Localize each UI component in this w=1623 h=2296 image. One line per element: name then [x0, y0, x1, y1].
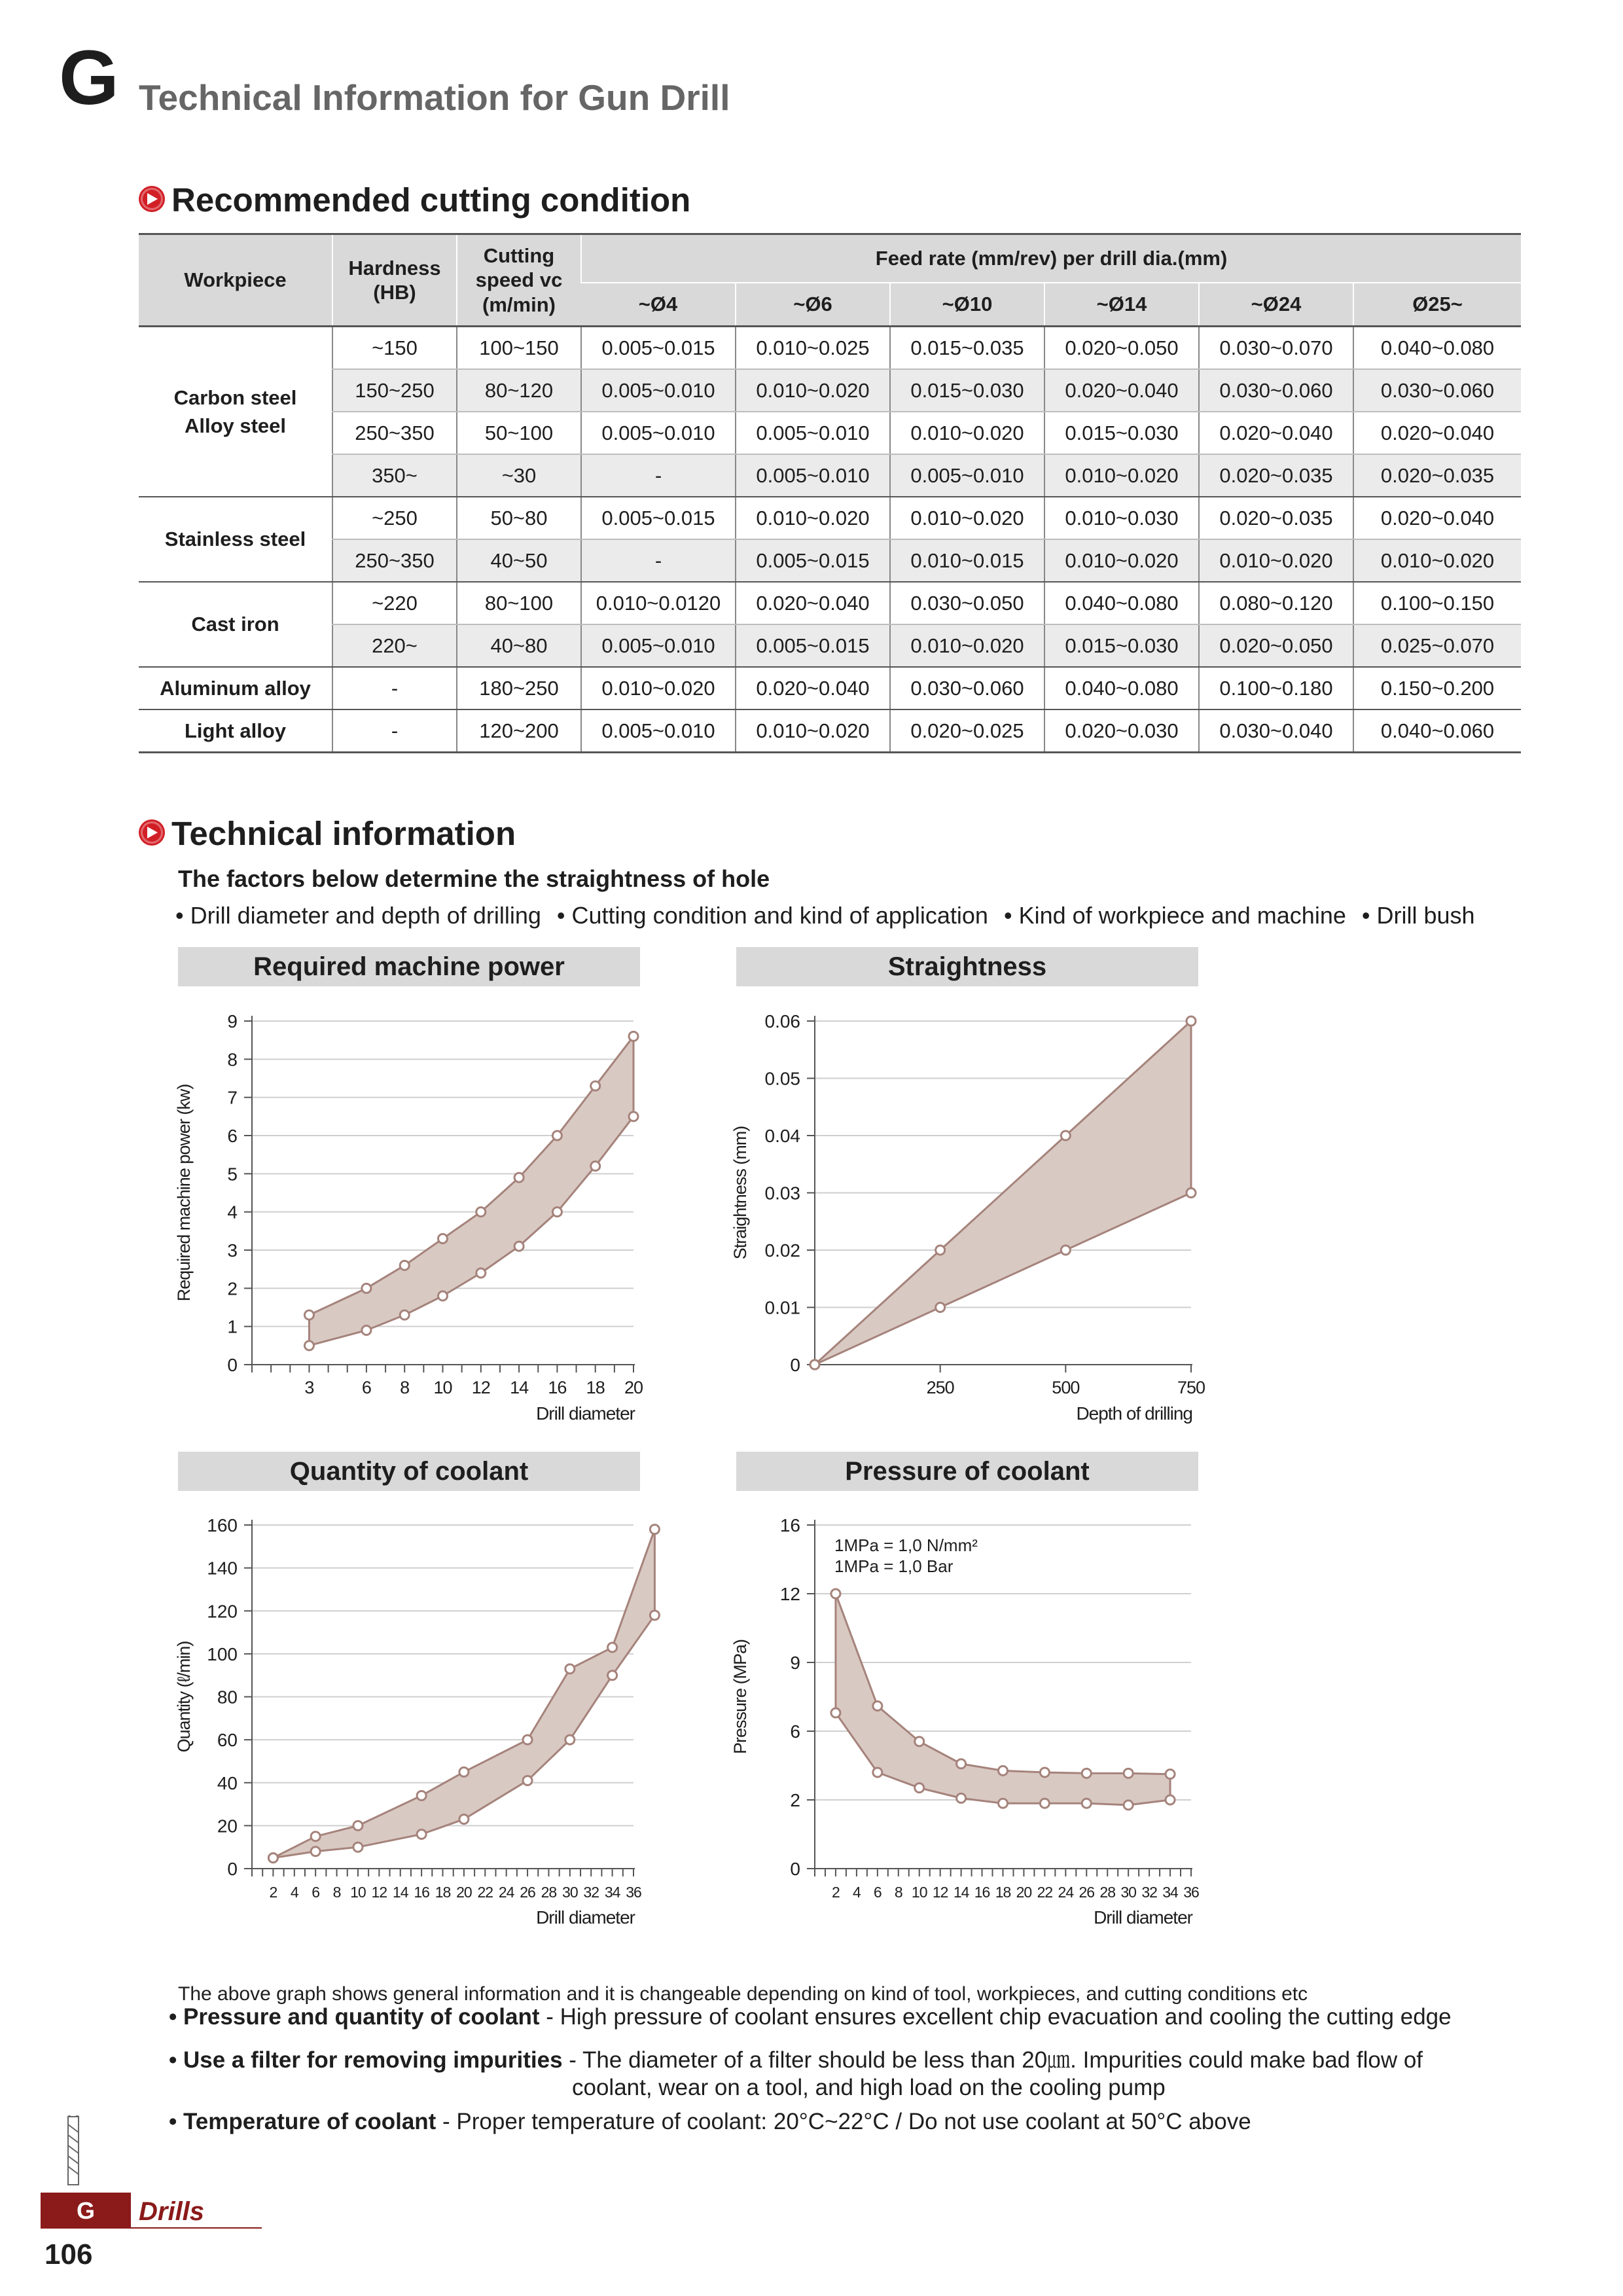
- x-tick-label: 8: [332, 1884, 341, 1901]
- cell-hardness: 220~: [332, 624, 457, 667]
- lower-point: [1082, 1799, 1091, 1808]
- x-tick-label: 14: [510, 1378, 529, 1397]
- x-tick-label: 16: [414, 1884, 429, 1901]
- x-tick-label: 6: [312, 1884, 320, 1901]
- y-tick-label: 80: [217, 1687, 238, 1708]
- cell-workpiece: Light alloy: [139, 709, 332, 753]
- y-tick-label: 60: [217, 1730, 238, 1751]
- cell-feed-rate: 0.020~0.025: [890, 709, 1044, 753]
- cell-hardness: ~150: [332, 327, 457, 370]
- lower-point: [873, 1768, 882, 1777]
- x-tick-label: 250: [926, 1378, 954, 1397]
- x-tick-label: 20: [1016, 1884, 1032, 1901]
- header-diameter: ~Ø4: [581, 283, 736, 327]
- cell-feed-rate: 0.100~0.150: [1353, 582, 1521, 624]
- upper-point: [831, 1589, 840, 1598]
- cell-workpiece: Aluminum alloy: [139, 667, 332, 709]
- cell-feed-rate: 0.080~0.120: [1199, 582, 1353, 624]
- lower-point: [957, 1793, 966, 1803]
- cell-feed-rate: 0.005~0.015: [736, 539, 890, 582]
- x-axis-label: Drill diameter: [536, 1403, 635, 1424]
- y-tick-label: 8: [227, 1049, 238, 1070]
- chart-annotation: 1MPa = 1,0 N/mm²: [834, 1535, 978, 1555]
- cell-feed-rate: 0.010~0.020: [736, 369, 890, 412]
- y-axis-label: Quantity (ℓ/min): [174, 1641, 194, 1753]
- cell-feed-rate: 0.005~0.015: [581, 327, 736, 370]
- x-tick-label: 2: [269, 1884, 277, 1901]
- bullet-text: - Proper temperature of coolant: 20°C~22°C / Do not use coolant at 50°C above: [436, 2109, 1251, 2134]
- x-tick-label: 24: [498, 1884, 514, 1901]
- x-tick-label: 10: [911, 1884, 927, 1901]
- x-tick-label: 36: [626, 1884, 641, 1901]
- header-workpiece: Workpiece: [139, 234, 332, 327]
- x-tick-label: 12: [371, 1884, 387, 1901]
- section-title: Technical information: [171, 815, 516, 852]
- x-tick-label: 12: [932, 1884, 948, 1901]
- y-tick-label: 0: [790, 1355, 800, 1375]
- cell-feed-rate: 0.040~0.080: [1353, 327, 1521, 370]
- cell-feed-rate: -: [581, 454, 736, 497]
- x-tick-label: 16: [974, 1884, 990, 1901]
- cell-cutting-speed: 120~200: [457, 709, 581, 753]
- upper-point: [957, 1759, 966, 1768]
- y-tick-label: 40: [217, 1772, 238, 1793]
- x-tick-label: 22: [1037, 1884, 1053, 1901]
- y-tick-label: 2: [227, 1278, 238, 1299]
- x-tick-label: 26: [1079, 1884, 1095, 1901]
- y-tick-label: 7: [227, 1087, 238, 1108]
- header-diameter: Ø25~: [1353, 283, 1521, 327]
- cell-hardness: 250~350: [332, 412, 457, 454]
- x-tick-label: 6: [361, 1378, 371, 1397]
- y-tick-label: 2: [790, 1790, 800, 1810]
- lower-point: [1166, 1795, 1175, 1804]
- bullet-filter-continuation: coolant, wear on a tool, and high load on the cooling pump: [572, 2075, 1166, 2100]
- cell-feed-rate: 0.020~0.030: [1044, 709, 1199, 753]
- x-axis-label: Depth of drilling: [1076, 1403, 1192, 1424]
- cell-feed-rate: 0.025~0.070: [1353, 624, 1521, 667]
- page-title: Technical Information for Gun Drill: [139, 77, 730, 118]
- drill-icon: [64, 2115, 82, 2187]
- cell-feed-rate: 0.015~0.035: [890, 327, 1044, 370]
- cell-feed-rate: 0.020~0.050: [1199, 624, 1353, 667]
- y-tick-label: 12: [779, 1584, 800, 1604]
- cell-feed-rate: 0.010~0.020: [736, 497, 890, 539]
- chart-title-pressure: Pressure of coolant: [736, 1452, 1198, 1491]
- footer-divider: [131, 2227, 262, 2229]
- x-tick-label: 20: [456, 1884, 472, 1901]
- cell-feed-rate: 0.005~0.010: [581, 709, 736, 753]
- cell-feed-rate: 0.020~0.040: [1199, 412, 1353, 454]
- cell-hardness: ~250: [332, 497, 457, 539]
- x-tick-label: 16: [548, 1378, 567, 1397]
- x-tick-label: 32: [583, 1884, 599, 1901]
- cell-feed-rate: 0.015~0.030: [1044, 412, 1199, 454]
- x-tick-label: 4: [290, 1884, 298, 1901]
- cell-feed-rate: 0.030~0.070: [1199, 327, 1353, 370]
- x-tick-label: 18: [435, 1884, 451, 1901]
- cell-feed-rate: 0.015~0.030: [1044, 624, 1199, 667]
- x-tick-label: 18: [995, 1884, 1011, 1901]
- cell-feed-rate: 0.020~0.040: [736, 667, 890, 709]
- cell-cutting-speed: 50~100: [457, 412, 581, 454]
- lower-point: [999, 1799, 1008, 1808]
- x-tick-label: 12: [471, 1378, 490, 1397]
- cell-feed-rate: 0.100~0.180: [1199, 667, 1353, 709]
- cell-hardness: -: [332, 709, 457, 753]
- lower-point: [1124, 1801, 1133, 1810]
- x-tick-label: 26: [520, 1884, 535, 1901]
- cell-workpiece: Carbon steel Alloy steel: [139, 327, 332, 497]
- cell-feed-rate: 0.010~0.020: [1044, 454, 1199, 497]
- x-tick-label: 4: [852, 1884, 861, 1901]
- cell-feed-rate: -: [581, 539, 736, 582]
- header-cutting-speed: Cutting speed vc (m/min): [457, 234, 581, 327]
- chart-title-straightness: Straightness: [736, 947, 1198, 986]
- x-tick-label: 30: [562, 1884, 578, 1901]
- cell-feed-rate: 0.010~0.020: [581, 667, 736, 709]
- y-tick-label: 1: [227, 1316, 238, 1337]
- cell-feed-rate: 0.005~0.015: [736, 624, 890, 667]
- x-tick-label: 20: [624, 1378, 643, 1397]
- y-tick-label: 0.04: [764, 1126, 800, 1146]
- cell-feed-rate: 0.010~0.020: [890, 412, 1044, 454]
- cell-feed-rate: 0.010~0.020: [890, 497, 1044, 539]
- cell-feed-rate: 0.010~0.015: [890, 539, 1044, 582]
- cell-feed-rate: 0.020~0.040: [1044, 369, 1199, 412]
- header-feed-rate: Feed rate (mm/rev) per drill dia.(mm): [581, 234, 1521, 283]
- cell-feed-rate: 0.010~0.020: [890, 624, 1044, 667]
- y-axis-label: Straightness (mm): [730, 1126, 750, 1260]
- cell-hardness: 150~250: [332, 369, 457, 412]
- x-tick-label: 6: [873, 1884, 882, 1901]
- x-tick-label: 28: [541, 1884, 557, 1901]
- cell-cutting-speed: 40~80: [457, 624, 581, 667]
- cell-feed-rate: 0.030~0.060: [1199, 369, 1353, 412]
- cell-cutting-speed: 180~250: [457, 667, 581, 709]
- upper-point: [999, 1766, 1008, 1775]
- x-tick-label: 10: [433, 1378, 452, 1397]
- y-tick-label: 9: [790, 1653, 800, 1673]
- bullet-text: - High pressure of coolant ensures excellent chip evacuation and cooling the cutting edge: [539, 2004, 1452, 2030]
- upper-point: [873, 1702, 882, 1711]
- y-tick-label: 120: [207, 1601, 238, 1622]
- factors-title: The factors below determine the straightness of hole: [178, 865, 770, 892]
- x-tick-label: 14: [392, 1884, 408, 1901]
- cell-feed-rate: 0.010~0.0120: [581, 582, 736, 624]
- cell-feed-rate: 0.030~0.060: [890, 667, 1044, 709]
- cell-feed-rate: 0.030~0.060: [1353, 369, 1521, 412]
- x-tick-label: 500: [1052, 1378, 1080, 1397]
- bullet-text: - The diameter of a filter should be less than 20㎛. Impurities could make bad flow of: [562, 2047, 1423, 2073]
- cell-feed-rate: 0.020~0.040: [1353, 412, 1521, 454]
- section-title: Recommended cutting condition: [171, 181, 691, 219]
- cell-feed-rate: 0.005~0.015: [581, 497, 736, 539]
- y-tick-label: 0.06: [764, 1011, 800, 1031]
- bullet-pressure-quantity: [169, 2004, 1452, 2030]
- chart-title-quantity: Quantity of coolant: [178, 1452, 640, 1491]
- y-tick-label: 0.02: [764, 1240, 800, 1261]
- footer-section-tab: G: [41, 2193, 131, 2229]
- factor-item: • Drill diameter and depth of drilling: [175, 902, 541, 929]
- x-tick-label: 3: [304, 1378, 314, 1397]
- bullet-label: • Use a filter for removing impurities: [169, 2047, 563, 2073]
- cell-cutting-speed: ~30: [457, 454, 581, 497]
- cell-feed-rate: 0.010~0.020: [1353, 539, 1521, 582]
- cell-workpiece: Cast iron: [139, 582, 332, 667]
- y-tick-label: 0.03: [764, 1183, 800, 1204]
- cell-feed-rate: 0.150~0.200: [1353, 667, 1521, 709]
- cell-feed-rate: 0.005~0.010: [736, 412, 890, 454]
- y-axis-label: Required machine power (kw): [174, 1084, 194, 1302]
- cell-feed-rate: 0.020~0.040: [1353, 497, 1521, 539]
- x-tick-label: 28: [1099, 1884, 1116, 1901]
- cell-cutting-speed: 80~100: [457, 582, 581, 624]
- cell-feed-rate: 0.005~0.010: [890, 454, 1044, 497]
- factor-item: • Drill bush: [1361, 902, 1475, 929]
- y-tick-label: 0.05: [764, 1068, 800, 1089]
- section-letter: G: [59, 35, 118, 121]
- chart-title-power: Required machine power: [178, 947, 640, 986]
- cell-feed-rate: 0.005~0.010: [581, 624, 736, 667]
- y-axis-label: Pressure (MPa): [730, 1639, 750, 1755]
- cell-hardness: ~220: [332, 582, 457, 624]
- cell-feed-rate: 0.020~0.040: [736, 582, 890, 624]
- x-tick-label: 36: [1183, 1884, 1199, 1901]
- x-tick-label: 8: [894, 1884, 902, 1901]
- cell-feed-rate: 0.040~0.080: [1044, 667, 1199, 709]
- y-tick-label: 20: [217, 1816, 238, 1837]
- page-number: 106: [45, 2238, 93, 2270]
- cell-feed-rate: 0.020~0.035: [1353, 454, 1521, 497]
- bullet-label: • Pressure and quantity of coolant: [169, 2004, 540, 2030]
- cell-feed-rate: 0.010~0.020: [736, 709, 890, 753]
- cell-feed-rate: 0.010~0.030: [1044, 497, 1199, 539]
- cell-hardness: 350~: [332, 454, 457, 497]
- y-tick-label: 140: [207, 1558, 238, 1579]
- lower-point: [915, 1784, 924, 1793]
- x-tick-label: 8: [400, 1378, 410, 1397]
- cell-feed-rate: 0.010~0.020: [1199, 539, 1353, 582]
- cell-feed-rate: 0.040~0.080: [1044, 582, 1199, 624]
- y-tick-label: 3: [227, 1240, 238, 1261]
- y-tick-label: 5: [227, 1164, 238, 1185]
- y-tick-label: 0: [227, 1859, 238, 1879]
- x-tick-label: 18: [586, 1378, 605, 1397]
- cell-feed-rate: 0.020~0.035: [1199, 497, 1353, 539]
- cell-hardness: 250~350: [332, 539, 457, 582]
- graph-note: The above graph shows general information and it is changeable depending on kind of tool, workpieces, and cutting conditions etc: [178, 1983, 1308, 2005]
- upper-point: [915, 1737, 924, 1746]
- header-diameter: ~Ø6: [736, 283, 890, 327]
- upper-point: [1040, 1768, 1049, 1777]
- y-tick-label: 160: [207, 1515, 238, 1535]
- x-tick-label: 2: [832, 1884, 840, 1901]
- x-tick-label: 30: [1120, 1884, 1136, 1901]
- cell-feed-rate: 0.020~0.035: [1199, 454, 1353, 497]
- header-diameter: ~Ø24: [1199, 283, 1353, 327]
- upper-point: [1166, 1770, 1175, 1779]
- x-axis-label: Drill diameter: [536, 1907, 635, 1928]
- x-axis-label: Drill diameter: [1094, 1907, 1192, 1928]
- cell-feed-rate: 0.010~0.025: [736, 327, 890, 370]
- x-tick-label: 34: [1162, 1884, 1178, 1901]
- cell-feed-rate: 0.030~0.040: [1199, 709, 1353, 753]
- y-tick-label: 6: [227, 1126, 238, 1146]
- x-tick-label: 10: [350, 1884, 366, 1901]
- cell-feed-rate: 0.005~0.010: [736, 454, 890, 497]
- cell-workpiece: Stainless steel: [139, 497, 332, 582]
- x-tick-label: 22: [477, 1884, 493, 1901]
- cell-feed-rate: 0.005~0.010: [581, 369, 736, 412]
- y-tick-label: 4: [227, 1202, 238, 1223]
- y-tick-label: 6: [790, 1721, 800, 1742]
- factor-item: • Kind of workpiece and machine: [1003, 902, 1346, 929]
- cell-hardness: -: [332, 667, 457, 709]
- bullet-temperature: [169, 2109, 1251, 2135]
- y-tick-label: 0: [790, 1859, 800, 1879]
- cell-feed-rate: 0.005~0.010: [581, 412, 736, 454]
- header-hardness: Hardness (HB): [332, 234, 457, 327]
- cell-cutting-speed: 80~120: [457, 369, 581, 412]
- cell-feed-rate: 0.040~0.060: [1353, 709, 1521, 753]
- chart-annotation: 1MPa = 1,0 Bar: [834, 1556, 954, 1576]
- bullet-filter: [169, 2042, 1423, 2075]
- bullet-label: • Temperature of coolant: [169, 2109, 437, 2134]
- footer-category: Drills: [139, 2197, 205, 2226]
- cell-cutting-speed: 50~80: [457, 497, 581, 539]
- lower-point: [831, 1708, 840, 1717]
- y-tick-label: 0: [227, 1355, 238, 1375]
- cell-feed-rate: 0.020~0.050: [1044, 327, 1199, 370]
- y-tick-label: 100: [207, 1643, 238, 1664]
- x-tick-label: 750: [1177, 1378, 1205, 1397]
- cell-feed-rate: 0.030~0.050: [890, 582, 1044, 624]
- cell-cutting-speed: 40~50: [457, 539, 581, 582]
- header-diameter: ~Ø14: [1044, 283, 1199, 327]
- cell-feed-rate: 0.015~0.030: [890, 369, 1044, 412]
- x-tick-label: 14: [953, 1884, 969, 1901]
- cell-feed-rate: 0.010~0.020: [1044, 539, 1199, 582]
- y-tick-label: 0.01: [764, 1297, 800, 1318]
- y-tick-label: 9: [227, 1011, 238, 1031]
- upper-point: [1082, 1768, 1091, 1778]
- x-tick-label: 34: [604, 1884, 620, 1901]
- x-tick-label: 32: [1141, 1884, 1157, 1901]
- y-tick-label: 16: [779, 1515, 800, 1535]
- header-diameter: ~Ø10: [890, 283, 1044, 327]
- x-tick-label: 24: [1058, 1884, 1074, 1901]
- factor-item: • Cutting condition and kind of application: [556, 902, 988, 929]
- upper-point: [1124, 1768, 1133, 1778]
- cell-cutting-speed: 100~150: [457, 327, 581, 370]
- lower-point: [1040, 1799, 1049, 1808]
